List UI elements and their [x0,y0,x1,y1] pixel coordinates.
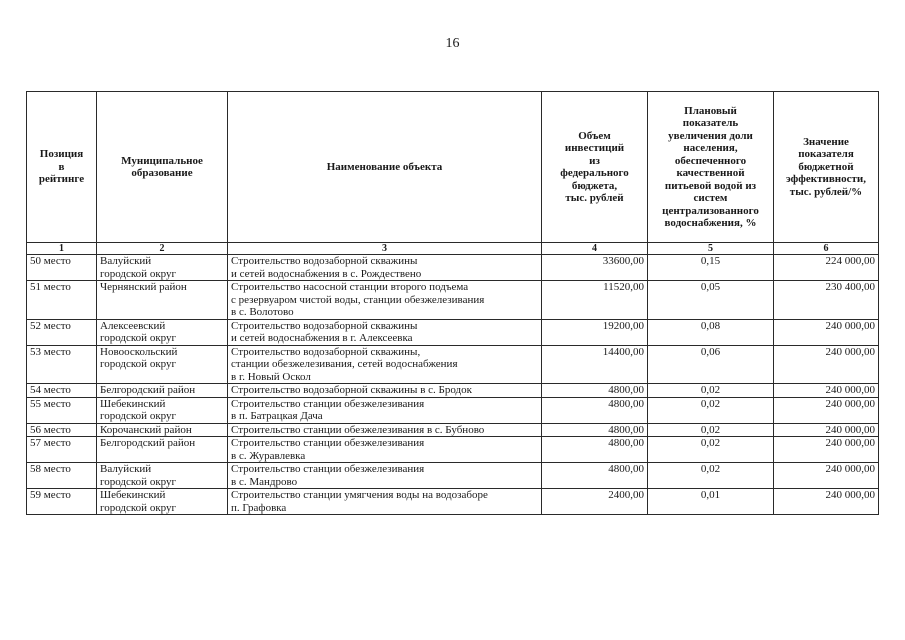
cell-efficiency: 240 000,00 [774,345,879,384]
table-row [27,319,879,345]
cell-efficiency: 240 000,00 [774,319,879,345]
cell-indicator: 0,06 [648,345,774,384]
cell-indicator: 0,02 [648,397,774,423]
cell-object: Строительство водозаборной скважины и сетей водоснабжения в г. Алексеевка [228,319,542,345]
cell-indicator: 0,02 [648,463,774,489]
cell-municipality: Белгородский район [97,384,228,398]
column-number: 1 [27,243,97,255]
table-row [27,255,879,281]
cell-investment: 4800,00 [542,397,648,423]
cell-municipality: Новооскольский городской округ [97,345,228,384]
cell-object: Строительство станции умягчения воды на водозаборе п. Графовка [228,489,542,515]
page-number: 16 [445,36,460,51]
cell-efficiency: 240 000,00 [774,463,879,489]
cell-indicator: 0,02 [648,437,774,463]
cell-object: Строительство станции обезжелезивания в с. Мандрово [228,463,542,489]
cell-object: Строительство станции обезжелезивания в с. Журавлевка [228,437,542,463]
cell-position: 57 место [27,437,97,463]
table-row [27,437,879,463]
cell-object: Строительство водозаборной скважины в с. Бродок [228,384,542,398]
cell-indicator: 0,02 [648,384,774,398]
header-municipality: Муниципальное образование [97,92,228,243]
cell-indicator: 0,05 [648,281,774,320]
cell-municipality: Чернянский район [97,281,228,320]
table-row [27,423,879,437]
cell-investment: 19200,00 [542,319,648,345]
table-row [27,397,879,423]
table-row [27,489,879,515]
cell-object: Строительство насосной станции второго подъема с резервуаром чистой воды, станции обезжелезивания в с. Волотово [228,281,542,320]
cell-municipality: Валуйский городской округ [97,255,228,281]
header-row [27,92,879,243]
cell-investment: 2400,00 [542,489,648,515]
column-number-row [27,243,879,255]
cell-efficiency: 230 400,00 [774,281,879,320]
cell-efficiency: 240 000,00 [774,397,879,423]
column-number: 4 [542,243,648,255]
cell-efficiency: 224 000,00 [774,255,879,281]
cell-municipality: Валуйский городской округ [97,463,228,489]
cell-object: Строительство станции обезжелезивания в п. Батрацкая Дача [228,397,542,423]
cell-investment: 4800,00 [542,423,648,437]
column-number: 2 [97,243,228,255]
table-row [27,281,879,320]
cell-investment: 4800,00 [542,463,648,489]
header-efficiency: Значение показателя бюджетной эффективности, тыс. рублей/% [774,92,879,243]
cell-object: Строительство станции обезжелезивания в с. Бубново [228,423,542,437]
cell-efficiency: 240 000,00 [774,384,879,398]
cell-indicator: 0,01 [648,489,774,515]
cell-position: 59 место [27,489,97,515]
header-object: Наименование объекта [228,92,542,243]
cell-efficiency: 240 000,00 [774,489,879,515]
table-row [27,384,879,398]
column-number: 6 [774,243,879,255]
cell-position: 52 место [27,319,97,345]
cell-position: 54 место [27,384,97,398]
header-investment: Объем инвестиций из федерального бюджета, тыс. рублей [542,92,648,243]
cell-investment: 11520,00 [542,281,648,320]
cell-investment: 4800,00 [542,437,648,463]
column-number: 5 [648,243,774,255]
cell-municipality: Белгородский район [97,437,228,463]
cell-municipality: Шебекинский городской округ [97,489,228,515]
cell-municipality: Шебекинский городской округ [97,397,228,423]
column-number: 3 [228,243,542,255]
cell-position: 58 место [27,463,97,489]
table-row [27,345,879,384]
rating-table [26,91,879,515]
cell-indicator: 0,08 [648,319,774,345]
cell-efficiency: 240 000,00 [774,423,879,437]
cell-investment: 33600,00 [542,255,648,281]
cell-efficiency: 240 000,00 [774,437,879,463]
cell-indicator: 0,15 [648,255,774,281]
cell-position: 56 место [27,423,97,437]
header-position: Позиция в рейтинге [27,92,97,243]
header-indicator: Плановый показатель увеличения доли населения, обеспеченного качественной питьевой водой из систем централизованного водоснабжения, % [648,92,774,243]
cell-object: Строительство водозаборной скважины и сетей водоснабжения в с. Рождествено [228,255,542,281]
cell-investment: 4800,00 [542,384,648,398]
table-row [27,463,879,489]
cell-investment: 14400,00 [542,345,648,384]
cell-position: 50 место [27,255,97,281]
cell-position: 53 место [27,345,97,384]
cell-object: Строительство водозаборной скважины, станции обезжелезивания, сетей водоснабжения в г. Новый Оскол [228,345,542,384]
cell-municipality: Алексеевский городской округ [97,319,228,345]
cell-position: 51 место [27,281,97,320]
cell-municipality: Корочанский район [97,423,228,437]
cell-position: 55 место [27,397,97,423]
cell-indicator: 0,02 [648,423,774,437]
